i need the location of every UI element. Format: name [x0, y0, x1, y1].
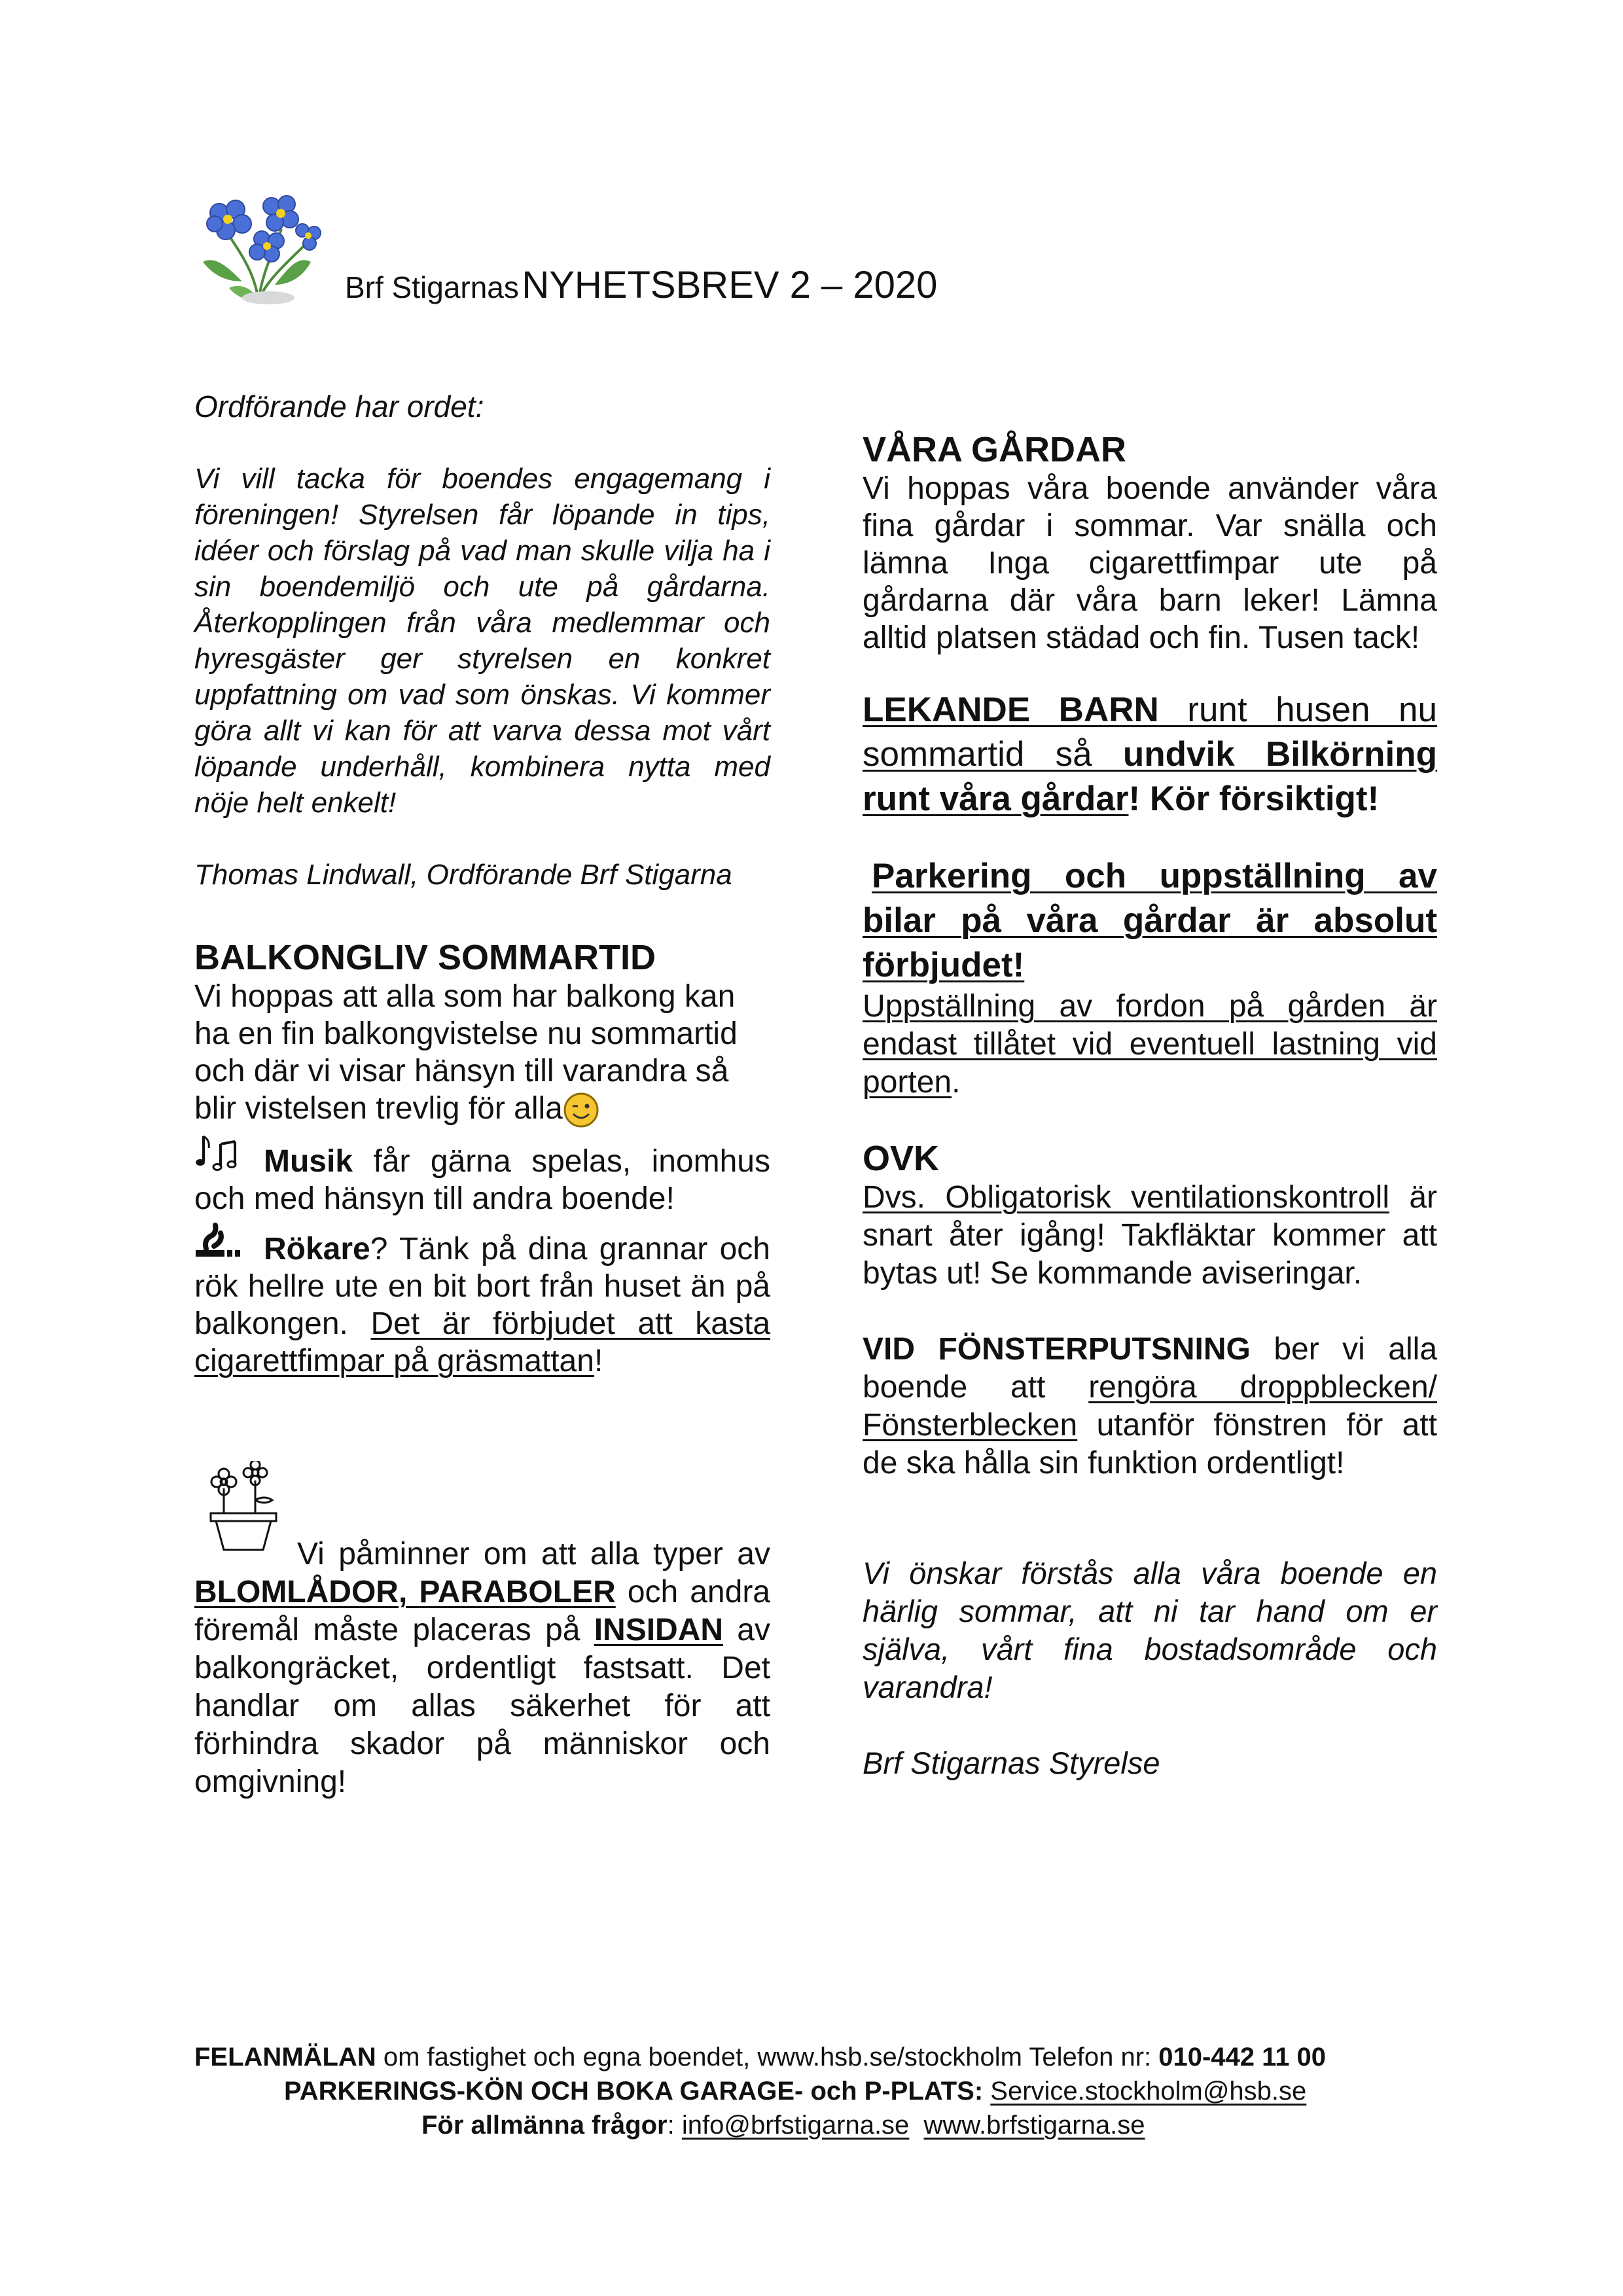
music-paragraph — [194, 1143, 770, 1217]
yards-section — [863, 429, 1437, 1782]
music-text: får gärna spelas, inomhus och med hänsyn till andra boende! — [194, 1144, 770, 1217]
reminder-section — [194, 1535, 770, 1801]
music-notes-icon — [194, 1130, 240, 1175]
ovk-term: Dvs. Obligatorisk ventilationskontroll — [863, 1180, 1389, 1215]
windows-text2: utanför fönstren för att de ska hålla sin funktion ordentligt! — [863, 1408, 1437, 1480]
windows-paragraph — [863, 1331, 1437, 1482]
windows-bold: VID FÖNSTERPUTSNING — [863, 1332, 1251, 1367]
balcony-heading: BALKONGLIV SOMMARTID — [194, 938, 656, 977]
board-signature: Brf Stigarnas Styrelse — [863, 1746, 1160, 1780]
boxes-term: BLOMLÅDOR, PARABOLER — [194, 1575, 616, 1609]
parking-end: . — [952, 1065, 961, 1100]
yards-body: Vi hoppas våra boende använder våra fina gårdar i sommar. Var snälla och lämna Inga cigarettfimpar ute på gårdarna där våra barn leker! Lämna alltid platsen städad och fin. Tusen tack! — [863, 471, 1437, 655]
balcony-intro — [194, 978, 770, 1128]
smoker-end: ! — [594, 1344, 603, 1379]
yards-heading: VÅRA GÅRDAR — [863, 430, 1126, 469]
kids-bold2: undvik Bilkörning runt våra gårdar — [863, 735, 1438, 818]
balcony-section — [194, 937, 770, 1380]
parking-text: Uppställning av fordon på gården är endast tillåtet vid eventuell lastning vid porten — [863, 989, 1437, 1100]
fault-report-phone: 010-442 11 00 — [1158, 2043, 1327, 2072]
logo — [190, 183, 327, 308]
parking-heading: Parkering och uppställning av bilar på våra gårdar är absolut förbjudet! — [863, 857, 1437, 984]
chair-heading: Ordförande har ordet: — [194, 389, 484, 423]
fault-report-label: FELANMÄLAN — [194, 2043, 376, 2072]
ovk-heading: OVK — [863, 1139, 940, 1178]
footer-space — [909, 2111, 923, 2140]
reminder-start: Vi påminner om att alla typer av — [297, 1537, 770, 1571]
windows-text1: ber vi alla boende att — [863, 1332, 1438, 1405]
chair-signature: Thomas Lindwall, Ordförande Brf Stigarna — [194, 859, 732, 891]
newsletter-title: NYHETSBREV 2 – 2020 — [522, 264, 938, 306]
closing-wish: Vi önskar förstås alla våra boende en härlig sommar, att ni tar hand om er själva, vårt fina bostadsområde och varandra! — [863, 1556, 1437, 1704]
smoker-paragraph — [194, 1230, 770, 1380]
left-column — [194, 389, 770, 893]
page-title — [345, 263, 937, 307]
parking-paragraph — [863, 988, 1437, 1102]
kids-warning — [863, 688, 1437, 821]
winking-smiley-icon — [563, 1092, 599, 1128]
footer-line-1 — [194, 2041, 1326, 2073]
chair-message: Vi vill tacka för boendes engagemang i föreningen! Styrelsen får löpande in tips, idéer och förslag på vad man skulle vilja ha i sin boendemiljö och ute på gårdarna. Återkopplingen från våra medlemmar och hyresgäster ger styrelsen en konkret uppfattning om vad som önskas. Vi kommer göra allt vi kan för att varva dessa mot vårt löpande underhåll, kombinera nytta med nöje helt enkelt! — [194, 463, 770, 819]
website-link[interactable]: www.brfstigarna.se — [923, 2111, 1145, 2140]
windows-link: rengöra droppblecken/ Fönsterblecken — [863, 1370, 1437, 1443]
general-questions-label: För allmänna frågor — [421, 2111, 668, 2140]
info-email-link[interactable]: info@brfstigarna.se — [681, 2111, 910, 2140]
org-name: Brf Stigarnas — [345, 270, 519, 304]
general-questions-sep: : — [667, 2111, 682, 2140]
fault-report-text: om fastighet och egna boendet, www.hsb.se/stockholm Telefon nr: — [376, 2043, 1159, 2072]
reminder-mid: och andra föremål måste placeras på — [194, 1575, 771, 1647]
music-label: Musik — [264, 1144, 353, 1179]
kids-text: runt husen nu sommartid så — [863, 691, 1438, 774]
kids-end: ! Kör försiktigt! — [1128, 780, 1380, 818]
footer-line-2 — [284, 2075, 1306, 2108]
hsb-email-link[interactable]: Service.stockholm@hsb.se — [990, 2077, 1307, 2106]
smoker-label: Rökare — [264, 1232, 370, 1267]
ovk-paragraph — [863, 1179, 1437, 1293]
ovk-text: är snart åter igång! Takfläktar kommer att bytas ut! Se kommande aviseringar. — [863, 1180, 1437, 1291]
reminder-end: av balkongräcket, ordentligt fastsatt. Det handlar om allas säkerhet för att förhindra skador på människor och omgivning! — [194, 1613, 770, 1799]
smoking-icon — [194, 1221, 241, 1262]
smoker-text: ? Tänk på dina grannar och rök hellre ute en bit bort från huset än på balkongen. — [194, 1232, 770, 1342]
parking-queue-label: PARKERINGS-KÖN OCH BOKA GARAGE- och P-PLATS: — [284, 2077, 991, 2106]
reminder-paragraph — [194, 1535, 770, 1801]
kids-bold: LEKANDE BARN — [863, 691, 1159, 729]
footer-line-3 — [421, 2109, 1145, 2142]
inside-term: INSIDAN — [594, 1613, 724, 1647]
balcony-intro-text: Vi hoppas att alla som har balkong kan ha en fin balkongvistelse nu sommartid och där vi visar hänsyn till varandra så blir vistelsen trevlig för alla — [194, 979, 738, 1126]
smoker-rule: Det är förbjudet att kasta cigarettfimpar på gräsmattan — [194, 1306, 771, 1379]
forget-me-not-flowers-icon — [190, 183, 327, 308]
